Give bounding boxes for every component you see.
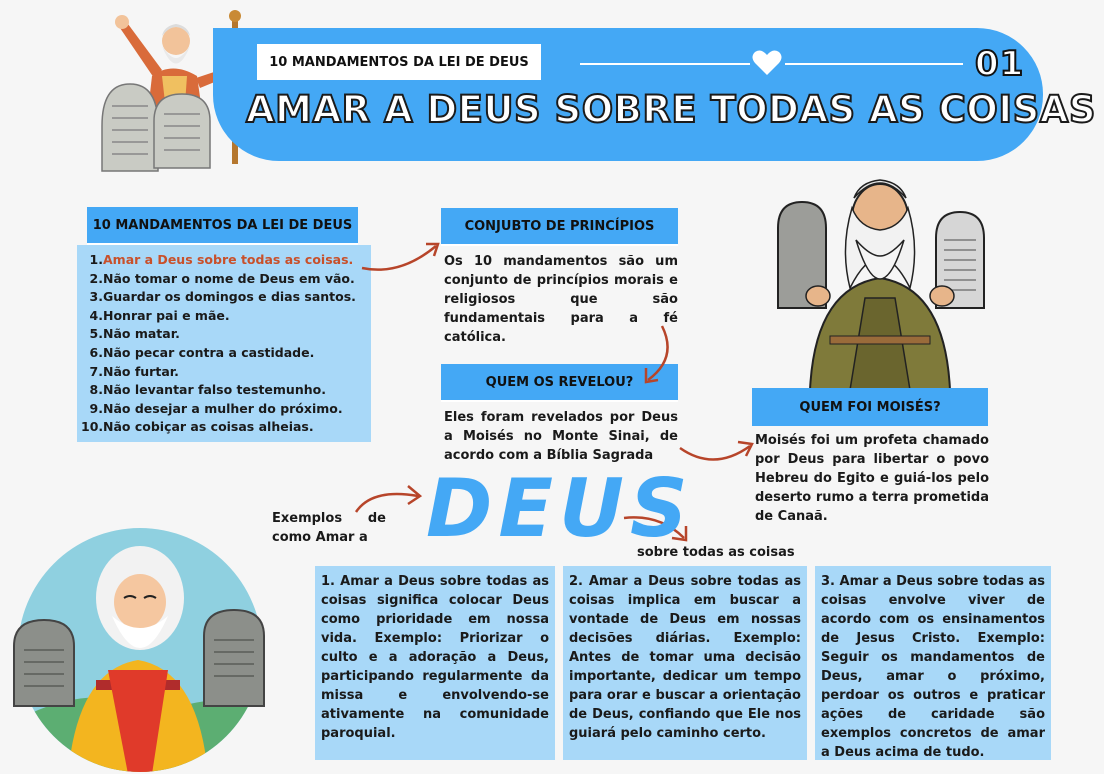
commandment-label: Guardar os domingos e dias santos. [103, 289, 356, 305]
examples-intro: Exemplos de como Amar a [272, 511, 386, 545]
commandments-box [77, 245, 371, 442]
commandment-item [81, 270, 363, 289]
commandment-item [81, 307, 363, 326]
commandment-number: 7. [89, 363, 103, 379]
commandment-item [81, 381, 363, 400]
example-card-1 [315, 566, 555, 760]
principles-text: Os 10 mandamentos são um conjunto de princípios morais e religiosos que são fundamentais para a fé católica. [444, 254, 678, 345]
moses-illustration-bottom [8, 520, 292, 774]
commandment-item [81, 288, 363, 307]
commandment-number: 9. [89, 400, 103, 416]
commandment-number: 8. [89, 382, 103, 398]
commandment-item [81, 344, 363, 363]
commandment-label: Não tomar o nome de Deus em vão. [103, 270, 355, 286]
page-number: 01 [975, 44, 1025, 84]
commandment-number: 6. [89, 344, 103, 360]
commandment-number: 4. [89, 307, 103, 323]
commandment-item [81, 325, 363, 344]
moses-text: Moisés foi um profeta chamado por Deus para libertar o povo Hebreu do Egito e guiá-los pelo deserto rumo a terra prometida de Canaã. [755, 433, 989, 524]
principles-heading: CONJUBTO DE PRINCÍPIOS [441, 208, 678, 246]
commandment-item [81, 400, 363, 419]
commandment-label: Não cobiçar as coisas alheias. [103, 419, 314, 435]
commandments-heading: 10 MANDAMENTOS DA LEI DE DEUS [87, 207, 358, 245]
commandment-number: 5. [89, 326, 103, 342]
revealed-heading: QUEM OS REVELOU? [441, 364, 678, 402]
commandments-list [81, 251, 363, 437]
decorative-line-left [580, 63, 750, 65]
header-subtitle: 10 MANDAMENTOS DA LEI DE DEUS [257, 44, 541, 80]
examples-suffix: sobre todas as coisas [637, 545, 795, 560]
arrow-principles-to-revealed [642, 322, 676, 386]
commandment-item [81, 251, 363, 270]
page-title: AMAR A DEUS SOBRE TODAS AS COISAS [246, 88, 1097, 131]
example-card-3 [815, 566, 1051, 760]
example-card-2-text: 2. Amar a Deus sobre todas as coisas implica em buscar a vontade de Deus em nossas decisões diárias. Exemplo: Antes de tomar uma decisão importante, dedicar um tempo para orar e buscar a orientação de Deus, confiando que Ele nos guiará pelo caminho certo. [569, 574, 801, 741]
commandment-number: 3. [89, 289, 103, 305]
commandment-label: Não furtar. [103, 363, 179, 379]
commandment-item [81, 418, 363, 437]
commandment-label: Não desejar a mulher do próximo. [103, 400, 343, 416]
deus-word: DEUS [426, 462, 694, 555]
heart-icon [752, 49, 782, 77]
example-card-2 [563, 566, 807, 760]
commandment-label: Não matar. [103, 326, 180, 342]
arrow-commandments-to-principles [360, 236, 444, 276]
commandment-item [81, 363, 363, 382]
commandment-number: 2. [89, 270, 103, 286]
commandment-number: 10. [81, 419, 104, 435]
commandment-label: Honrar pai e mãe. [103, 307, 230, 323]
commandment-label: Não levantar falso testemunho. [103, 382, 326, 398]
example-card-1-text: 1. Amar a Deus sobre todas as coisas significa colocar Deus como prioridade em nossa vida. Exemplo: Priorizar o culto e a adoração a Deus, participando regularmente da missa e envolvendo-se ativamente na comunidade paroquial. [321, 574, 549, 741]
commandment-label: Amar a Deus sobre todas as coisas. [103, 252, 354, 267]
decorative-line-right [785, 63, 963, 65]
commandment-label: Não pecar contra a castidade. [103, 344, 315, 360]
moses-heading: QUEM FOI MOISÉS? [752, 388, 988, 426]
revealed-text: Eles foram revelados por Deus a Moisés no Monte Sinai, de acordo com a Bíblia Sagrada [444, 410, 678, 463]
arrow-revealed-to-moses [678, 432, 756, 466]
moses-illustration-right [770, 168, 990, 390]
commandment-number: 1. [89, 252, 103, 267]
example-card-3-text: 3. Amar a Deus sobre todas as coisas envolve viver de acordo com os ensinamentos de Jesus Cristo. Exemplo: Seguir os mandamentos de Deus, amar o próximo, perdoar os outros e praticar ações de caridade são exemplos concretos de amar a Deus acima de tudo. [821, 574, 1045, 760]
